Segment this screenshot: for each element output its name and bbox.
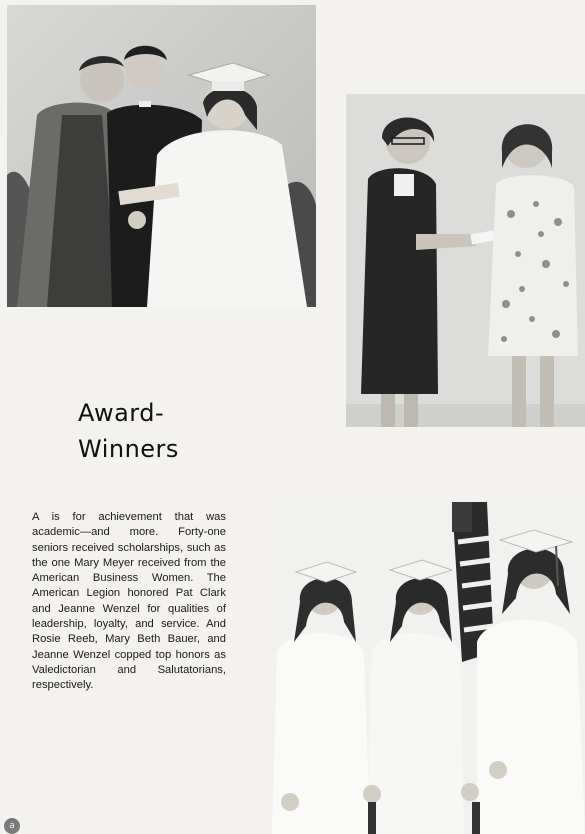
heading-line-1: Award- — [78, 399, 165, 427]
page-marker: a — [4, 818, 20, 834]
award-presentation-photo — [346, 94, 585, 427]
ceremony-photo — [7, 5, 316, 307]
page-heading — [78, 395, 179, 467]
heading-line-2: Winners — [78, 435, 179, 463]
graduates-photo — [272, 502, 585, 834]
caption-paragraph: A is for achievement that was academic—and more. Forty-one seniors received scholarships, such as the one Mary Meyer received from the American Business Women. The American Legion honored Pat Clark and Jeanne Wenzel for qualities of leadership, loyalty, and service. And Rosie Reeb, Mary Beth Bauer, and Jeanne Wenzel copped top honors as Valedictorian and Salutatorians, respectively. — [32, 511, 226, 692]
